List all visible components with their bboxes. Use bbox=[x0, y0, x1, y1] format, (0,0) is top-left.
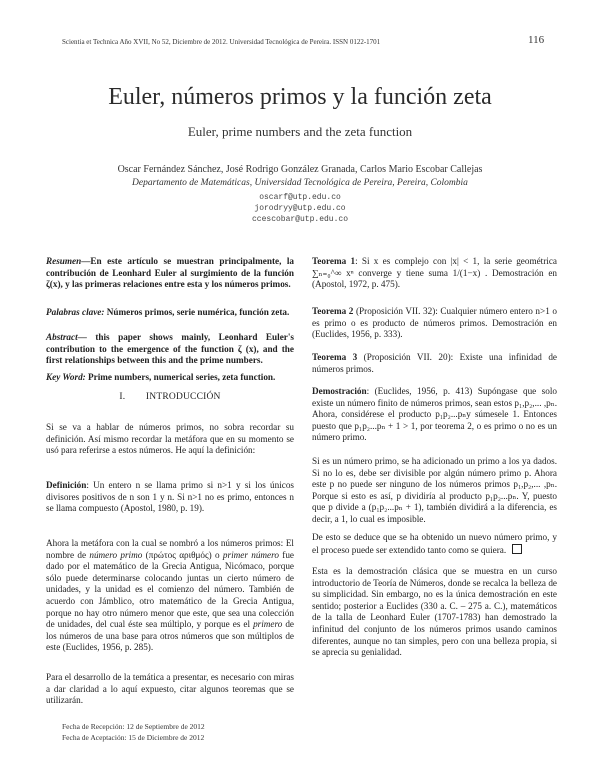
intro-paragraph-4: Para el desarrollo de la temática a presentar, es necesario con miras a dar claridad a lo aquí expuesto, citar algunos teoremas que se utilizarán. bbox=[46, 672, 294, 706]
fecha-recepcion: Fecha de Recepción: 12 de Septiembre de 2012 bbox=[62, 722, 205, 731]
email-1[interactable]: oscarf@utp.edu.co bbox=[259, 193, 341, 202]
paper-subtitle: Euler, prime numbers and the zeta function bbox=[187, 124, 413, 139]
authors: Oscar Fernández Sánchez, José Rodrigo González Granada, Carlos Mario Escobar Callejas bbox=[117, 164, 483, 175]
paper-title: Euler, números primos y la función zeta bbox=[108, 84, 492, 110]
resumen: Resumen—En este artículo se muestran principalmente, la contribución de Leonhard Euler al surgimiento de la función ζ(x), y las primeras relaciones entre esta y los números primos. bbox=[46, 256, 294, 290]
department: Departamento de Matemáticas, Universidad Tecnológica de Pereira, Pereira, Colombia bbox=[132, 178, 468, 188]
definition: Definición: Un entero n se llama primo si n>1 y si los únicos divisores positivos de n son 1 y n. Si n>1 no es primo, entonces n se llama compuesto (Apostol, 1980, p. 19). bbox=[46, 480, 294, 514]
theorem-1: Teorema 1: Si x es complejo con |x| < 1, la serie geométrica ∑ₙ₌₀^∞ xⁿ converge y tiene suma 1/(1−x) . Demostración en (Apostol, 1972, p. 475). bbox=[312, 256, 557, 290]
theorem-3: Teorema 3 (Proposición VII. 20): Existe una infinidad de números primos. bbox=[312, 352, 557, 374]
palabras-clave: Palabras clave: Números primos, serie numérica, función zeta. bbox=[46, 307, 290, 317]
demostracion: Demostración: (Euclides, 1956, p. 413) Supóngase que solo existe un número finito de números primos, sean estos p₁,p₂,... ,pₙ. Ahora, considérese el producto p₁p₂...pₙy súmesele 1. Entonces puesto que p₁p₂...pₙ + 1 > 1, por teorema 2, o es primo o no es un número primo. bbox=[312, 386, 557, 443]
intro-paragraph-1: Si se va a hablar de números primos, no sobra recordar su definición. Así mismo recordar la metáfora que en su momento se usó para referirse a estos números. He aquí la definición: bbox=[46, 422, 294, 456]
email-2[interactable]: jorodryy@utp.edu.co bbox=[254, 204, 346, 213]
proof-paragraph-2: Si es un número primo, se ha adicionado un primo a los ya dados. Si no lo es, debe ser divisible por algún número primo p. Ahora este p no puede ser ninguno de los números primos p₁,p₂,... ,pₙ. Porque si esto es así, p dividiría al producto p₁p₂...pₙ. Y, puesto que p divide a (p₁p₂...pₙ + 1), también dividirá a la diferencia, es decir, a 1, lo cual es imposible. bbox=[312, 456, 557, 524]
running-header: Scientia et Technica Año XVII, No 52, Diciembre de 2012. Universidad Tecnológica de Pereira. ISSN 0122-1701 bbox=[62, 38, 381, 46]
proof-paragraph-3: De esto se deduce que se ha obtenido un nuevo número primo, y el proceso puede ser extendido tanto como se quiera. bbox=[312, 532, 557, 555]
section-heading: I. INTRODUCCIÓN bbox=[119, 392, 221, 402]
intro-paragraph-3: Ahora la metáfora con la cual se nombró a los números primos: El nombre de número primo (πρώτος αριθμός) o primer número fue dado por el matemático de la Grecia Antigua, Nicómaco, porque sólo puede determinarse colocando juntas un cierto número de unidades, y la unidad es el comienzo del número. También de acuerdo con Jámblico, otro matemático de la Grecia Antigua, porque no hay otro número menor que este, que sea una colección de unidades, del cual éste sea múltiplo, y porque es el primero de los números de una base para otros números que son múltiplos de este (Euclides, 1956, p. 285). bbox=[46, 538, 295, 653]
qed-square-icon bbox=[512, 544, 522, 554]
fecha-aceptacion: Fecha de Aceptación: 15 de Diciembre de 2012 bbox=[62, 733, 205, 742]
proof-paragraph-4: Esta es la demostración clásica que se muestra en un curso introductorio de Teoría de Números, donde se recalca la belleza de su simplicidad. Sin embargo, no es la única demostración en este sentido; posterior a Euclides (330 a. C. – 275 a. C.), matemáticos de la talla de Leonhard Euler (1707-1783) han demostrado la infinitud del conjunto de los números primos usando caminos diferentes, aunque no tan simples, pero con una belleza propia, si se aprecia su genialidad. bbox=[312, 566, 557, 658]
key-words: Key Word: Prime numbers, numerical series, zeta function. bbox=[46, 372, 276, 382]
email-3[interactable]: ccescobar@utp.edu.co bbox=[251, 215, 348, 224]
page-number: 116 bbox=[528, 34, 545, 46]
abstract: Abstract— this paper shows mainly, Leonhard Euler's contribution to the emergence of the function ζ (x), and the first relationships between this and the prime numbers. bbox=[46, 332, 294, 366]
theorem-2: Teorema 2 (Proposición VII. 32): Cualquier número entero n>1 o es primo o es producto de números primos. Demostración en (Euclides, 1956, p. 333). bbox=[312, 306, 557, 340]
